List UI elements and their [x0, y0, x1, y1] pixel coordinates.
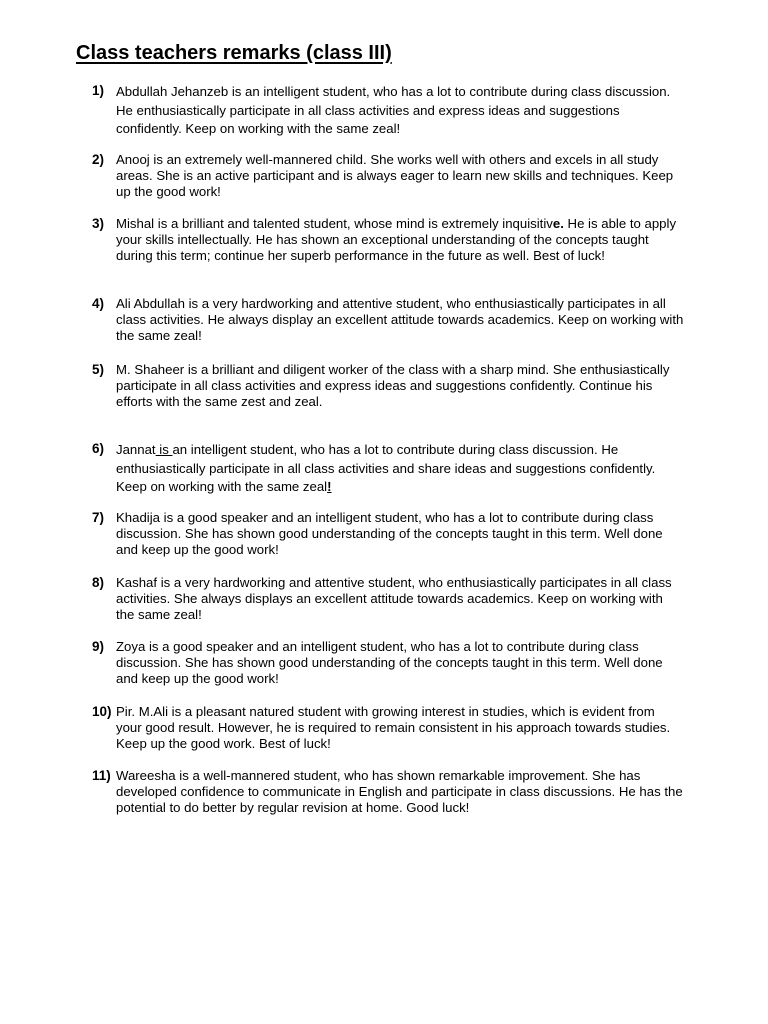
remark-number: 3) [92, 216, 105, 231]
remark-item [92, 362, 684, 410]
remark-text: Pir. M.Ali is a pleasant natured student with growing interest in studies, which is evident from your good result. However, he is required to remain consistent in his approach towards studies. Keep up the good work. Best of luck! [116, 704, 671, 751]
remark-item [92, 441, 684, 497]
remark-text-part: He is able to apply your skills intellectually. He has shown an exceptional understanding of the concepts taught during this term; continue her superb performance in the future as well. Best of luck! [116, 216, 677, 263]
remark-number: 8) [92, 575, 105, 590]
remark-text [116, 441, 684, 497]
remark-item [92, 152, 684, 200]
remark-number: 5) [92, 362, 105, 377]
remark-text-bold-part: e. [552, 216, 564, 231]
remark-item [92, 639, 684, 687]
remark-text-underlined-part: is [155, 442, 173, 457]
remark-item [92, 704, 684, 752]
remark-number: 2) [92, 152, 105, 167]
remark-text: Abdullah Jehanzeb is an intelligent student, who has a lot to contribute during class discussion. He enthusiastically participate in all class activities and express ideas and suggestions confidently. Keep on working with the same zeal! [116, 84, 671, 136]
remark-text: Zoya is a good speaker and an intelligent student, who has a lot to contribute during class discussion. She has shown good understanding of the concepts taught in this term. Well done and keep up the good work! [116, 639, 663, 686]
remark-number: 7) [92, 510, 105, 525]
document-title: Class teachers remarks (class III) [76, 42, 392, 64]
remark-item [92, 216, 684, 264]
remark-text-bold-part: ! [327, 479, 332, 494]
remark-number: 1) [92, 83, 105, 98]
remark-text: M. Shaheer is a brilliant and diligent worker of the class with a sharp mind. She enthusiastically participate in all class activities and express ideas and suggestions confidently. Continue his efforts with the same zest and zeal. [116, 362, 670, 409]
remark-number: 9) [92, 639, 105, 654]
remark-text: Wareesha is a well-mannered student, who has shown remarkable improvement. She has developed confidence to communicate in English and participate in class discussions. He has the potential to do better by regular revision at home. Good luck! [116, 768, 683, 815]
remark-number: 11) [92, 768, 111, 783]
remark-item [92, 296, 684, 344]
remark-text: Kashaf is a very hardworking and attentive student, who enthusiastically participates in all class activities. She always displays an excellent attitude towards academics. Keep on working with the same zeal! [116, 575, 672, 622]
remark-item [92, 768, 684, 816]
remark-text [116, 216, 684, 264]
remark-text-part: Mishal is a brilliant and talented student, whose mind is extremely inquisitiv [116, 216, 553, 231]
remark-number: 4) [92, 296, 105, 311]
remark-number: 10) [92, 704, 112, 719]
remark-text: Ali Abdullah is a very hardworking and attentive student, who enthusiastically participates in all class activities. He always display an excellent attitude towards academics. Keep on working with the same zeal! [116, 296, 684, 343]
remark-number: 6) [92, 441, 105, 456]
remark-item [92, 83, 684, 139]
remark-text: Anooj is an extremely well-mannered child. She works well with others and excels in all study areas. She is an active participant and is always eager to learn new skills and techniques. Keep up the good work! [116, 152, 674, 199]
remark-text: Khadija is a good speaker and an intelligent student, who has a lot to contribute during class discussion. She has shown good understanding of the concepts taught in this term. Well done and keep up the good work! [116, 510, 663, 557]
remark-item [92, 510, 684, 558]
remark-text-part: an intelligent student, who has a lot to contribute during class discussion. He enthusiastically participate in all class activities and share ideas and suggestions confidently. Keep on working with the same zeal [116, 442, 656, 494]
remark-item [92, 575, 684, 623]
remark-text-part: Jannat [116, 442, 156, 457]
